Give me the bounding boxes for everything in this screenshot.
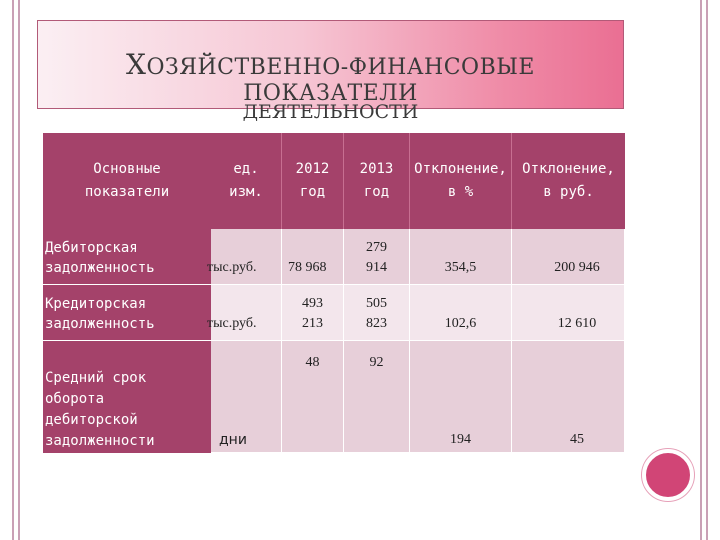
cell-deviation-pct: 354,5 <box>410 229 512 285</box>
cell-unit: тыс.руб. <box>211 229 282 285</box>
cell-2013: 279 914 <box>344 229 410 285</box>
header-2012: 2012 год <box>282 133 344 229</box>
cell-deviation-pct: 102,6 <box>410 285 512 341</box>
right-border-line-2 <box>706 0 708 540</box>
title-line1-rest: ОЗЯЙСТВЕННО-ФИНАНСОВЫЕ ПОКАЗАТЕЛИ <box>146 55 535 106</box>
left-border-line <box>12 0 14 540</box>
cell-unit: дни <box>211 341 282 453</box>
cell-2012: 48 <box>282 341 344 453</box>
cell-2012: 78 968 <box>282 229 344 285</box>
cell-deviation-rub: 12 610 <box>512 285 625 341</box>
table-row <box>43 229 625 285</box>
header-deviation-pct: Отклонение, в % <box>410 133 512 229</box>
table-header-row <box>43 133 625 229</box>
decorative-circle <box>642 449 694 501</box>
indicators-table <box>43 133 625 453</box>
cell-deviation-pct: 194 <box>410 341 512 453</box>
cell-deviation-rub: 200 946 <box>512 229 625 285</box>
row-label: Средний срок оборота дебиторской задолженности <box>43 341 211 453</box>
left-border-line-2 <box>18 0 20 540</box>
page-title-line2: ДЕЯТЕЛЬНОСТИ <box>242 101 419 123</box>
cell-2013: 505 823 <box>344 285 410 341</box>
header-deviation-rub: Отклонение, в руб. <box>512 133 625 229</box>
title-first-letter: Х <box>126 48 147 81</box>
cell-2013: 92 <box>344 341 410 453</box>
row-label: Дебиторская задолженность <box>43 229 211 285</box>
table-row <box>43 285 625 341</box>
title-banner <box>37 20 624 123</box>
header-2013: 2013 год <box>344 133 410 229</box>
cell-2012: 493 213 <box>282 285 344 341</box>
cell-deviation-rub: 45 <box>512 341 625 453</box>
page-title-line1 <box>38 48 623 106</box>
right-border-line <box>700 0 702 540</box>
cell-unit: тыс.руб. <box>211 285 282 341</box>
header-indicator: Основные показатели <box>43 133 211 229</box>
table-row <box>43 341 625 453</box>
row-label: Кредиторская задолженность <box>43 285 211 341</box>
header-unit: ед. изм. <box>211 133 282 229</box>
